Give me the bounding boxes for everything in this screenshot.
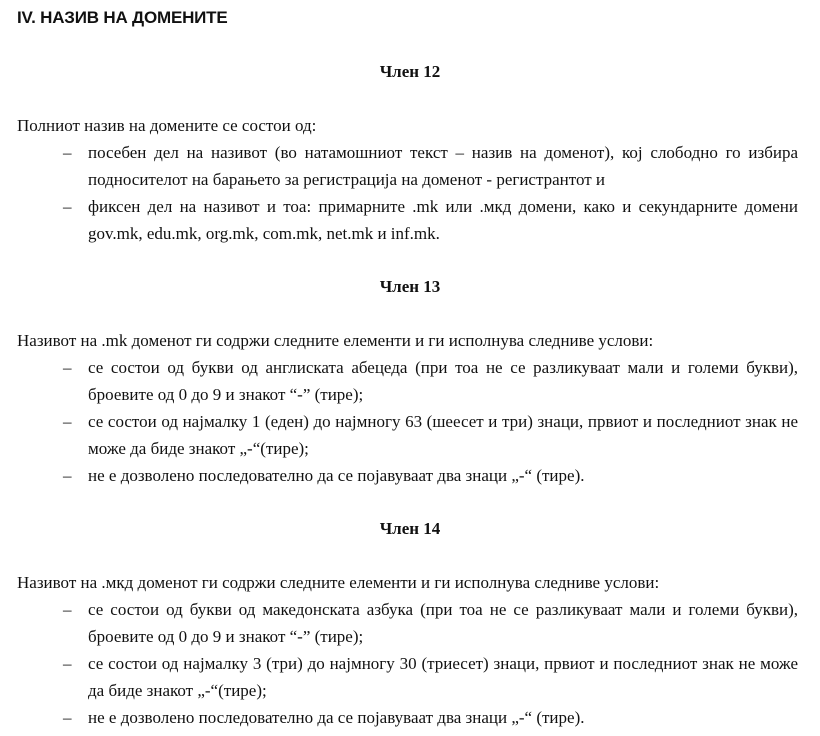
article-items [0, 354, 820, 489]
list-item-text: се состои од најмалку 3 (три) до најмногу 30 (триесет) знаци, првиот и последниот знак не може да биде знакот „-“(тире); [88, 654, 798, 700]
list-item-text: се состои од најмалку 1 (еден) до најмногу 63 (шеесет и три) знаци, првиот и последниот знак не може да биде знакот „-“(тире); [88, 412, 798, 458]
dash-bullet: – [63, 197, 72, 216]
article-heading: Член 14 [379, 519, 441, 538]
list-item [0, 139, 820, 193]
list-item [0, 596, 820, 650]
dash-bullet: – [63, 412, 72, 431]
list-item [0, 704, 820, 731]
section-title: IV. НАЗИВ НА ДОМЕНИТЕ [17, 8, 228, 27]
dash-bullet: – [63, 143, 72, 162]
article-intro: Називот на .мкд доменот ги содржи следните елементи и ги исполнува следниве услови: [17, 573, 660, 592]
article-items [0, 596, 820, 731]
list-item-text: посебен дел на називот (во натамошниот текст – назив на доменот), кој слободно го избира подносителот на барањето за регистрација на доменот - регистрантот и [88, 143, 798, 189]
list-item [0, 462, 820, 489]
list-item-text: се состои од букви од англиската абецеда (при тоа не се разликуваат мали и големи букви), броевите од 0 до 9 и знакот “-” (тире); [88, 358, 798, 404]
dash-bullet: – [63, 466, 72, 485]
list-item-text: фиксен дел на називот и тоа: примарните .mk или .мкд домени, како и секундарните домени gov.mk, edu.mk, org.mk, com.mk, net.mk и inf.mk. [88, 197, 798, 243]
article-intro: Називот на .mk доменот ги содржи следните елементи и ги исполнува следниве услови: [17, 331, 654, 350]
dash-bullet: – [63, 358, 72, 377]
dash-bullet: – [63, 708, 72, 727]
article-items [0, 139, 820, 247]
article-intro: Полниот назив на домените се состои од: [17, 116, 317, 135]
list-item-text: се состои од букви од македонската азбука (при тоа не се разликуваат мали и големи букви), броевите од 0 до 9 и знакот “-” (тире); [88, 600, 798, 646]
list-item [0, 408, 820, 462]
list-item [0, 193, 820, 247]
article-heading: Член 12 [379, 62, 441, 81]
list-item [0, 650, 820, 704]
list-item-text: не е дозволено последователно да се појавуваат два знаци „-“ (тире). [88, 708, 585, 727]
dash-bullet: – [63, 600, 72, 619]
article-heading: Член 13 [379, 277, 441, 296]
list-item [0, 354, 820, 408]
list-item-text: не е дозволено последователно да се појавуваат два знаци „-“ (тире). [88, 466, 585, 485]
dash-bullet: – [63, 654, 72, 673]
